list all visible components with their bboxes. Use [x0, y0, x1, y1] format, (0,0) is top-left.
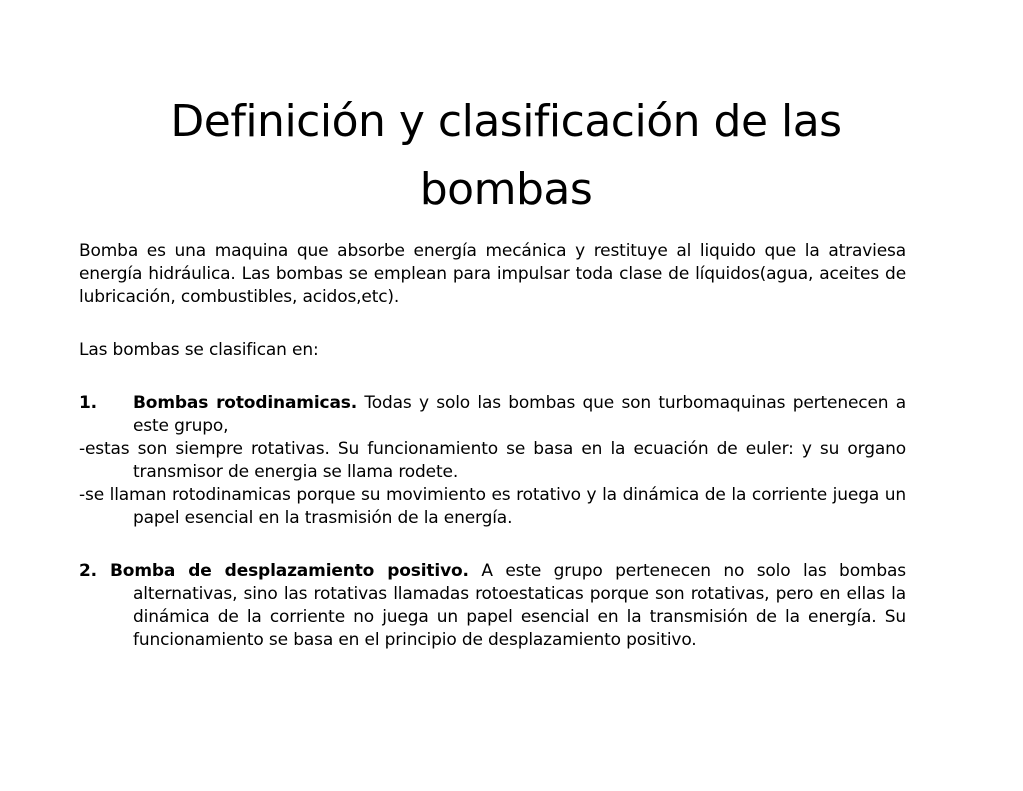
note-rotodinamicas: -se llaman rotodinamicas porque su movimiento es rotativo y la dinámica de la corriente juega un papel esencial en la trasmisión de la energía. — [79, 485, 906, 528]
list-item-heading: 2. Bomba de desplazamiento positivo. — [79, 561, 469, 581]
list-item-desplazamiento-positivo — [79, 560, 906, 652]
list-item-heading: Bombas rotodinamicas. — [133, 393, 358, 413]
classification-lead: Las bombas se clasifican en: — [79, 340, 319, 360]
list-item-text: Todas y solo las bombas que son turbomaquinas pertenecen a este grupo, — [133, 393, 906, 436]
intro-paragraph: Bomba es una maquina que absorbe energía mecánica y restituye al liquido que la atraviesa energía hidráulica. Las bombas se emplean para impulsar toda clase de líquidos(agua, aceites de lubricación, combustibles, acidos,etc). — [79, 241, 906, 307]
slide-body — [79, 240, 906, 652]
list-item-rotodinamicas — [79, 392, 906, 438]
note-rotativas: -estas son siempre rotativas. Su funcionamiento se basa en la ecuación de euler: y su organo transmisor de energia se llama rodete. — [79, 439, 906, 482]
list-item-body — [133, 392, 906, 438]
list-number: 1. — [79, 393, 97, 413]
slide-title: Definición y clasificación de las bombas — [170, 96, 842, 215]
list-item-text: A este grupo pertenecen no solo las bombas alternativas, sino las rotativas llamadas rotoestaticas porque son rotativas, pero en ellas la dinámica de la corriente no juega un papel esencial en la transmisión de la energía. Su funcionamiento se basa en el principio de desplazamiento positivo. — [133, 561, 906, 650]
